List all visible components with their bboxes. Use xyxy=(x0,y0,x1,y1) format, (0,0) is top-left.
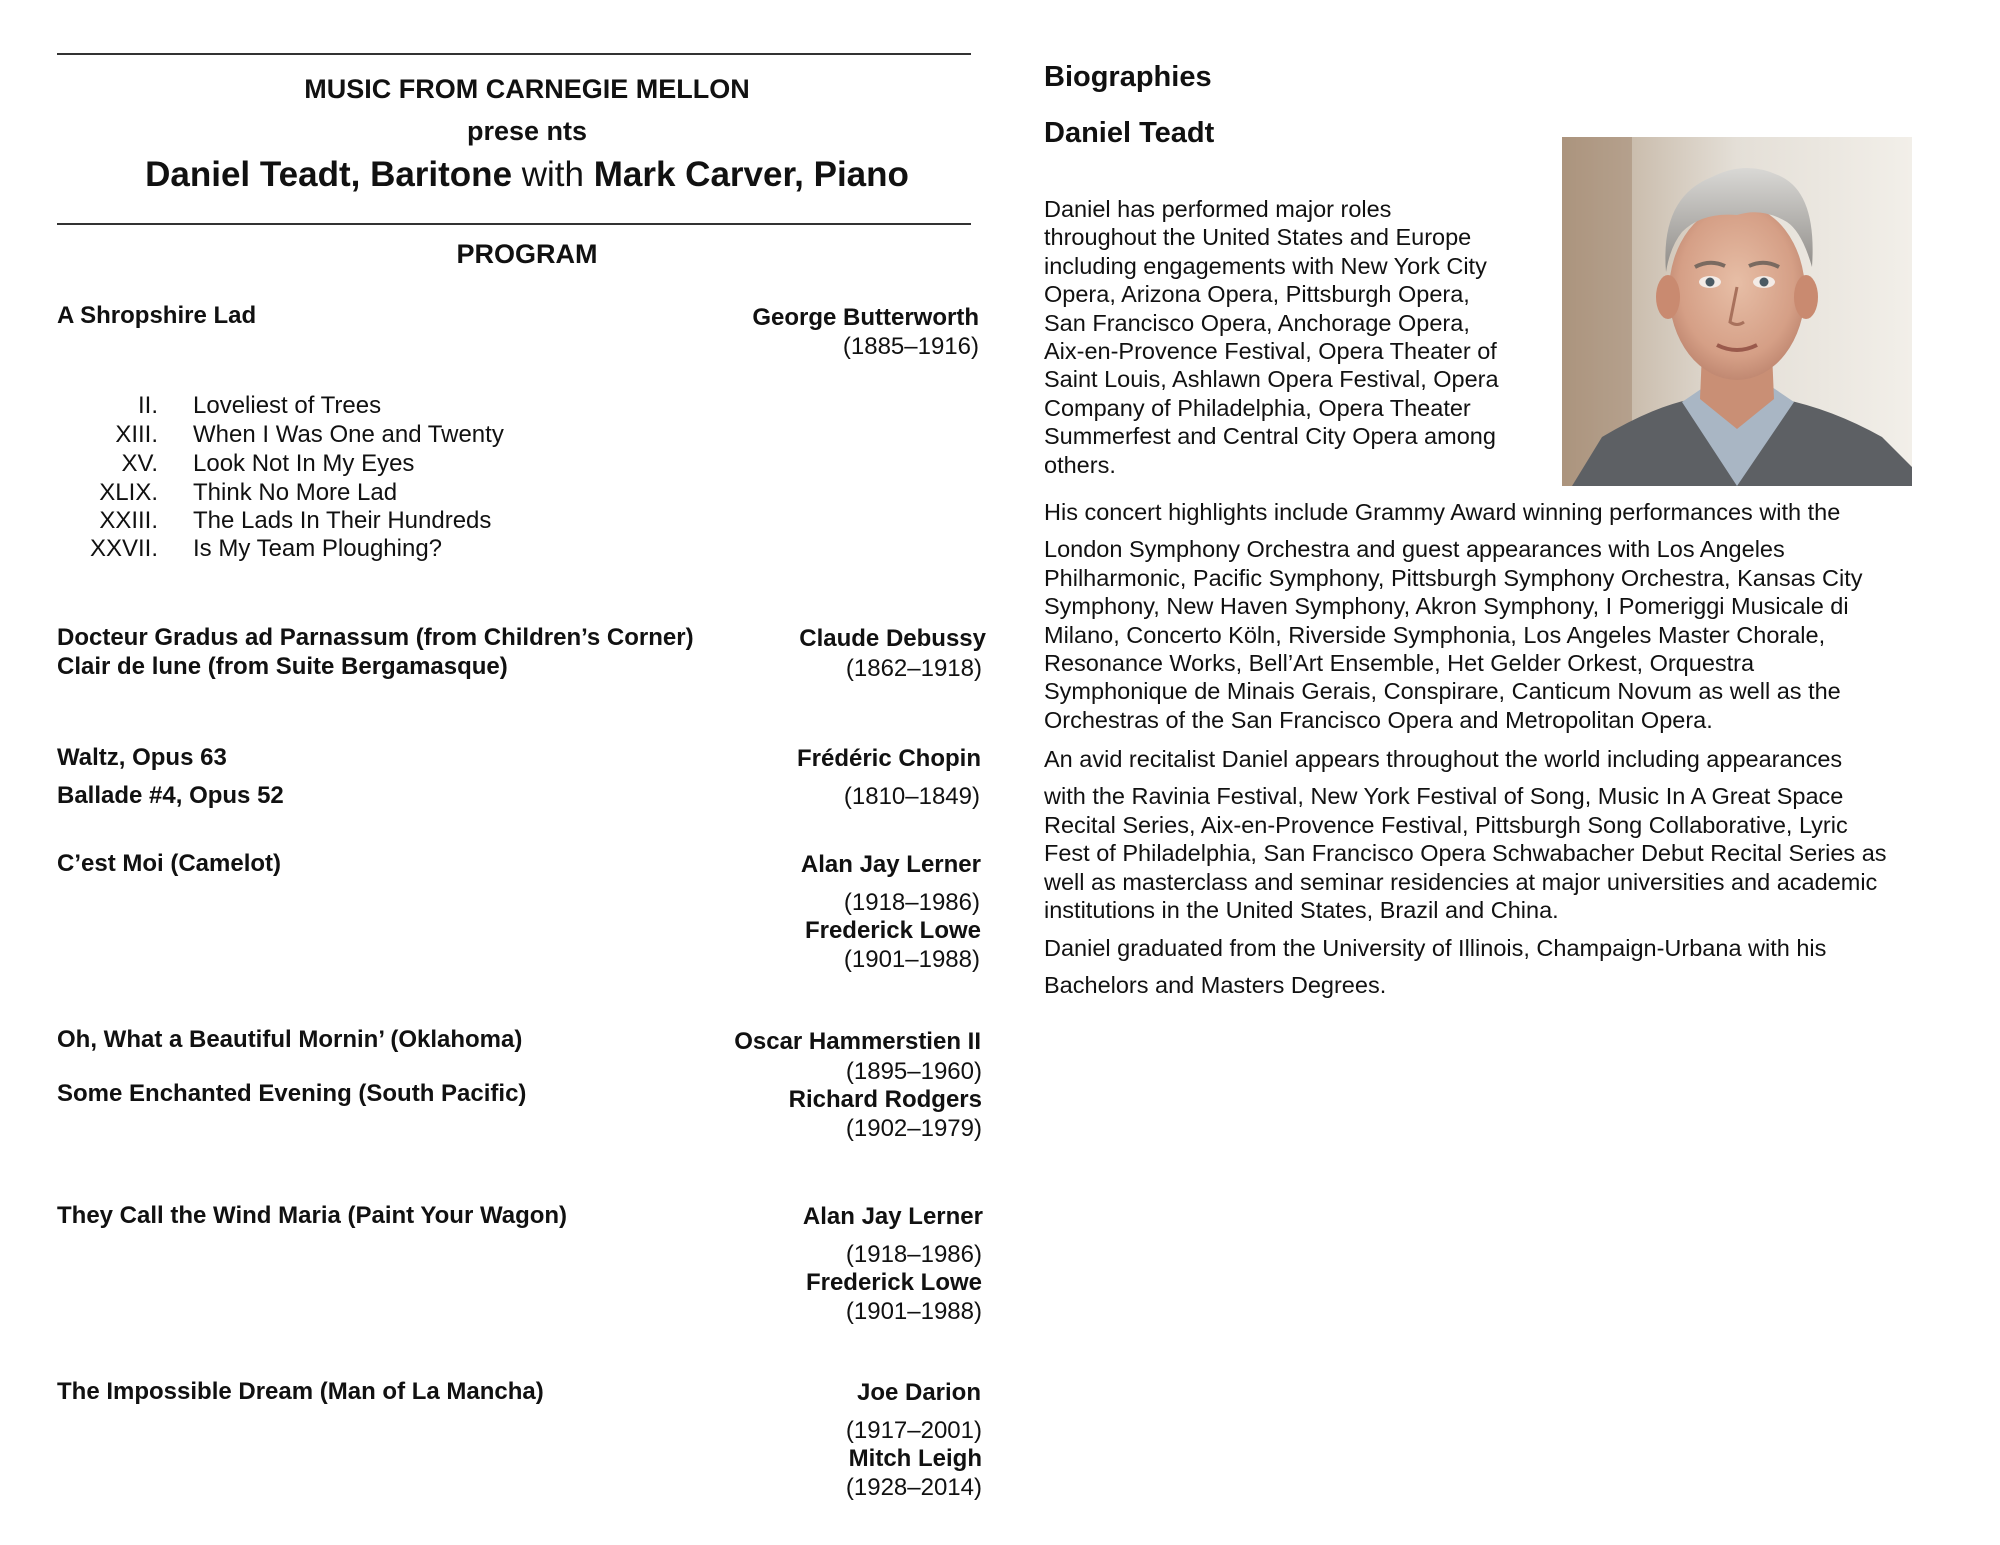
bio-line: Fest of Philadelphia, San Francisco Opera Schwabacher Debut Recital Series as xyxy=(1044,840,1887,867)
biographies-heading: Biographies xyxy=(1044,61,1212,93)
composer-dates: (1862–1918) xyxy=(845,655,982,682)
bio-line: including engagements with New York City xyxy=(1044,252,1487,279)
composer-name: Alan Jay Lerner xyxy=(802,1203,983,1230)
presenter: MUSIC FROM CARNEGIE MELLON xyxy=(304,74,750,104)
performer-1: Daniel Teadt, Baritone xyxy=(145,155,513,194)
composer-name: Oscar Hammerstien II xyxy=(734,1028,981,1055)
piece-title: Oh, What a Beautiful Mornin’ (Oklahoma) xyxy=(57,1026,523,1053)
piece-title: They Call the Wind Maria (Paint Your Wagon) xyxy=(57,1202,568,1229)
bio-name-heading: Daniel Teadt xyxy=(1044,117,1215,149)
song-number: XLIX. xyxy=(99,479,158,506)
bio-line: His concert highlights include Grammy Award winning performances with the xyxy=(1044,499,1841,525)
composer-name: Frederick Lowe xyxy=(805,1269,982,1296)
song-number: II. xyxy=(137,392,158,419)
song-number: XXVII. xyxy=(89,535,158,562)
bio-paragraph-2 xyxy=(1044,498,1984,734)
piece-title: Some Enchanted Evening (South Pacific) xyxy=(57,1080,527,1107)
bio-line: Company of Philadelphia, Opera Theater xyxy=(1044,394,1471,421)
program-heading: PROGRAM xyxy=(456,239,598,269)
performer-2: Mark Carver, Piano xyxy=(593,155,909,194)
bio-line: Daniel has performed major roles xyxy=(1044,196,1392,222)
composer-name: Frédéric Chopin xyxy=(796,745,981,772)
bio-line: Saint Louis, Ashlawn Opera Festival, Opera xyxy=(1044,366,1499,393)
composer-dates: (1917–2001) xyxy=(845,1417,982,1444)
composer-dates: (1810–1849) xyxy=(843,783,980,810)
bio-line: with the Ravinia Festival, New York Festival of Song, Music In A Great Space xyxy=(1044,783,1844,810)
bio-line: Recital Series, Aix-en-Provence Festival, Pittsburgh Song Collaborative, Lyric xyxy=(1044,811,1848,838)
song-title: Look Not In My Eyes xyxy=(193,450,415,477)
piece-title: The Impossible Dream (Man of La Mancha) xyxy=(57,1378,544,1405)
composer-dates: (1918–1986) xyxy=(843,889,980,916)
composer-dates: (1902–1979) xyxy=(845,1115,982,1142)
bio-line: Aix-en-Provence Festival, Opera Theater of xyxy=(1044,338,1497,365)
bio-line: Symphonique de Minais Gerais, Conspirare, Canticum Novum as well as the xyxy=(1044,678,1841,705)
song-title: Loveliest of Trees xyxy=(193,392,382,419)
piece-title: Waltz, Opus 63 xyxy=(57,744,227,771)
bio-line: Orchestras of the San Francisco Opera and Metropolitan Opera. xyxy=(1044,706,1713,733)
bio-line: An avid recitalist Daniel appears throughout the world including appearances xyxy=(1044,746,1843,772)
composer-name: Richard Rodgers xyxy=(788,1086,982,1113)
composer-name: Alan Jay Lerner xyxy=(800,851,981,878)
bio-line: well as masterclass and seminar residencies at major universities and academic xyxy=(1044,868,1878,895)
bio-line: others. xyxy=(1044,451,1116,478)
piece-title: Clair de lune (from Suite Bergamasque) xyxy=(57,653,508,680)
bio-line: Symphony, New Haven Symphony, Akron Symphony, I Pomeriggi Musicale di xyxy=(1044,593,1849,620)
composer-name: Mitch Leigh xyxy=(848,1445,982,1472)
bio-line: Milano, Concerto Köln, Riverside Symphonia, Los Angeles Master Chorale, xyxy=(1044,621,1826,648)
composer-dates: (1901–1988) xyxy=(845,1298,982,1325)
song-number: XIII. xyxy=(115,421,158,448)
bio-paragraph-1 xyxy=(1044,195,1564,479)
composer-dates: (1901–1988) xyxy=(843,946,980,973)
piece-title: Docteur Gradus ad Parnassum (from Children’s Corner) xyxy=(57,624,694,651)
piece-title: A Shropshire Lad xyxy=(57,302,257,329)
song-number: XXIII. xyxy=(99,507,158,534)
song-number: XV. xyxy=(121,450,158,477)
composer-name: Frederick Lowe xyxy=(804,917,981,944)
bio-line: London Symphony Orchestra and guest appearances with Los Angeles xyxy=(1044,536,1785,563)
presents-line: prese nts xyxy=(466,116,588,146)
bio-line: Daniel graduated from the University of Illinois, Champaign-Urbana with his xyxy=(1044,935,1827,961)
song-title: Think No More Lad xyxy=(193,479,398,506)
portrait-photo xyxy=(1562,137,1912,486)
bio-paragraph-3 xyxy=(1044,745,1984,924)
composer-name: George Butterworth xyxy=(752,304,979,331)
bio-line: Opera, Arizona Opera, Pittsburgh Opera, xyxy=(1044,281,1470,308)
bio-line: San Francisco Opera, Anchorage Opera, xyxy=(1044,309,1470,336)
composer-dates: (1918–1986) xyxy=(845,1241,982,1268)
composer-dates: (1928–2014) xyxy=(845,1474,982,1501)
bio-paragraph-4 xyxy=(1044,934,1984,1000)
song-title: When I Was One and Twenty xyxy=(193,421,504,448)
bio-line: Bachelors and Masters Degrees. xyxy=(1044,972,1387,999)
with-word: with xyxy=(512,155,594,194)
composer-name: Claude Debussy xyxy=(799,625,986,652)
composer-dates: (1885–1916) xyxy=(842,333,979,360)
bio-line: throughout the United States and Europe xyxy=(1044,224,1472,251)
performers-line xyxy=(57,154,997,196)
song-title: Is My Team Ploughing? xyxy=(193,535,443,562)
composer-dates: (1895–1960) xyxy=(845,1058,982,1085)
piece-title: Ballade #4, Opus 52 xyxy=(57,782,284,809)
composer-name: Joe Darion xyxy=(856,1379,981,1406)
bio-line: Summerfest and Central City Opera among xyxy=(1044,423,1496,450)
top-rule xyxy=(57,53,971,55)
piece-title: C’est Moi (Camelot) xyxy=(57,850,282,877)
song-title: The Lads In Their Hundreds xyxy=(193,507,492,534)
bio-line: Resonance Works, Bell’Art Ensemble, Het Gelder Orkest, Orquestra xyxy=(1044,650,1755,677)
bio-line: Philharmonic, Pacific Symphony, Pittsburgh Symphony Orchestra, Kansas City xyxy=(1044,564,1863,591)
header-bottom-rule xyxy=(57,223,971,225)
bio-line: institutions in the United States, Brazil and China. xyxy=(1044,897,1559,924)
